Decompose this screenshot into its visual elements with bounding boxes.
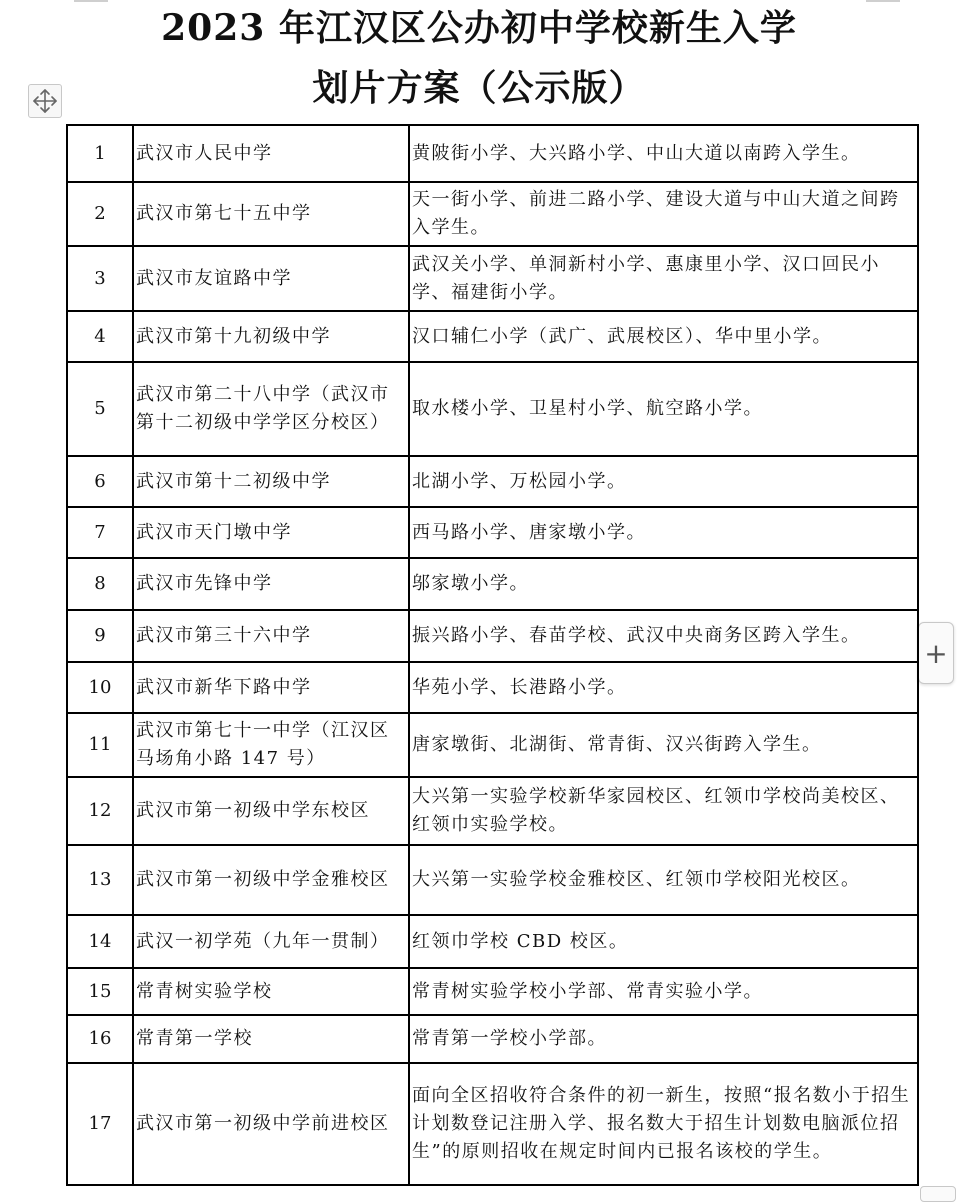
- school-name: 武汉市第一初级中学前进校区: [133, 1063, 409, 1185]
- school-name: 武汉市第七十一中学（江汉区马场角小路 147 号）: [133, 713, 409, 777]
- zone-description: 天一街小学、前进二路小学、建设大道与中山大道之间跨入学生。: [409, 182, 918, 246]
- zone-description: 面向全区招收符合条件的初一新生，按照“报名数小于招生计划数登记注册入学、报名数大于招生计划数电脑派位招生”的原则招收在规定时间内已报名该校的学生。: [409, 1063, 918, 1185]
- zone-description: 唐家墩街、北湖街、常青街、汉兴街跨入学生。: [409, 713, 918, 777]
- zone-description: 红领巾学校 CBD 校区。: [409, 915, 918, 968]
- zone-description: 取水楼小学、卫星村小学、航空路小学。: [409, 362, 918, 456]
- school-name: 武汉市第七十五中学: [133, 182, 409, 246]
- plus-icon: +: [924, 636, 948, 670]
- zone-description: 武汉关小学、单洞新村小学、惠康里小学、汉口回民小学、福建街小学。: [409, 246, 918, 311]
- school-name: 武汉一初学苑（九年一贯制）: [133, 915, 409, 968]
- table-row: [67, 713, 918, 777]
- zoning-table: [66, 124, 919, 1186]
- school-name: 武汉市第二十八中学（武汉市第十二初级中学学区分校区）: [133, 362, 409, 456]
- row-number: 3: [67, 246, 133, 311]
- school-name: 武汉市天门墩中学: [133, 507, 409, 558]
- school-name: 武汉市友谊路中学: [133, 246, 409, 311]
- school-name: 常青第一学校: [133, 1015, 409, 1063]
- table-row: [67, 362, 918, 456]
- table-row: [67, 1015, 918, 1063]
- table-row: [67, 125, 918, 182]
- table-row: [67, 915, 918, 968]
- zone-description: 北湖小学、万松园小学。: [409, 456, 918, 507]
- school-name: 武汉市第三十六中学: [133, 610, 409, 662]
- school-name: 武汉市新华下路中学: [133, 662, 409, 713]
- row-number: 7: [67, 507, 133, 558]
- zone-description: 常青树实验学校小学部、常青实验小学。: [409, 968, 918, 1015]
- row-number: 14: [67, 915, 133, 968]
- school-name: 武汉市第一初级中学金雅校区: [133, 845, 409, 915]
- row-number: 15: [67, 968, 133, 1015]
- document-title-line2: 划片方案（公示版）: [312, 67, 646, 109]
- zone-description: 大兴第一实验学校新华家园校区、红领巾学校尚美校区、红领巾实验学校。: [409, 777, 918, 845]
- school-name: 武汉市第一初级中学东校区: [133, 777, 409, 845]
- table-row: [67, 507, 918, 558]
- row-number: 1: [67, 125, 133, 182]
- table-row: [67, 246, 918, 311]
- table-row: [67, 662, 918, 713]
- table-row: [67, 610, 918, 662]
- table-row: [67, 968, 918, 1015]
- row-number: 6: [67, 456, 133, 507]
- zone-description: 汉口辅仁小学（武广、武展校区）、华中里小学。: [409, 311, 918, 362]
- zone-description: 黄陂街小学、大兴路小学、中山大道以南跨入学生。: [409, 125, 918, 182]
- page-corner-widget: [920, 1186, 956, 1202]
- page-top-border-right: [866, 0, 900, 2]
- row-number: 9: [67, 610, 133, 662]
- move-arrows-icon: [32, 88, 58, 114]
- row-number: 17: [67, 1063, 133, 1185]
- school-name: 武汉市先锋中学: [133, 558, 409, 610]
- document-title-line1: 2023 年江汉区公办初中学校新生入学: [161, 7, 797, 49]
- page-top-border-left: [74, 0, 108, 2]
- school-name: 武汉市第十二初级中学: [133, 456, 409, 507]
- row-number: 12: [67, 777, 133, 845]
- school-name: 常青树实验学校: [133, 968, 409, 1015]
- row-number: 5: [67, 362, 133, 456]
- row-number: 4: [67, 311, 133, 362]
- zone-description: 西马路小学、唐家墩小学。: [409, 507, 918, 558]
- table-row: [67, 311, 918, 362]
- table-row: [67, 777, 918, 845]
- zone-description: 振兴路小学、春苗学校、武汉中央商务区跨入学生。: [409, 610, 918, 662]
- row-number: 8: [67, 558, 133, 610]
- table-row: [67, 558, 918, 610]
- school-name: 武汉市人民中学: [133, 125, 409, 182]
- zoning-table-body: [67, 125, 918, 1185]
- add-row-button[interactable]: [918, 622, 954, 684]
- table-row: [67, 456, 918, 507]
- table-row: [67, 845, 918, 915]
- row-number: 13: [67, 845, 133, 915]
- zone-description: 大兴第一实验学校金雅校区、红领巾学校阳光校区。: [409, 845, 918, 915]
- row-number: 10: [67, 662, 133, 713]
- row-number: 16: [67, 1015, 133, 1063]
- school-name: 武汉市第十九初级中学: [133, 311, 409, 362]
- zone-description: 华苑小学、长港路小学。: [409, 662, 918, 713]
- table-row: [67, 1063, 918, 1185]
- table-move-handle[interactable]: [28, 84, 62, 118]
- row-number: 2: [67, 182, 133, 246]
- zone-description: 常青第一学校小学部。: [409, 1015, 918, 1063]
- row-number: 11: [67, 713, 133, 777]
- zone-description: 邬家墩小学。: [409, 558, 918, 610]
- table-row: [67, 182, 918, 246]
